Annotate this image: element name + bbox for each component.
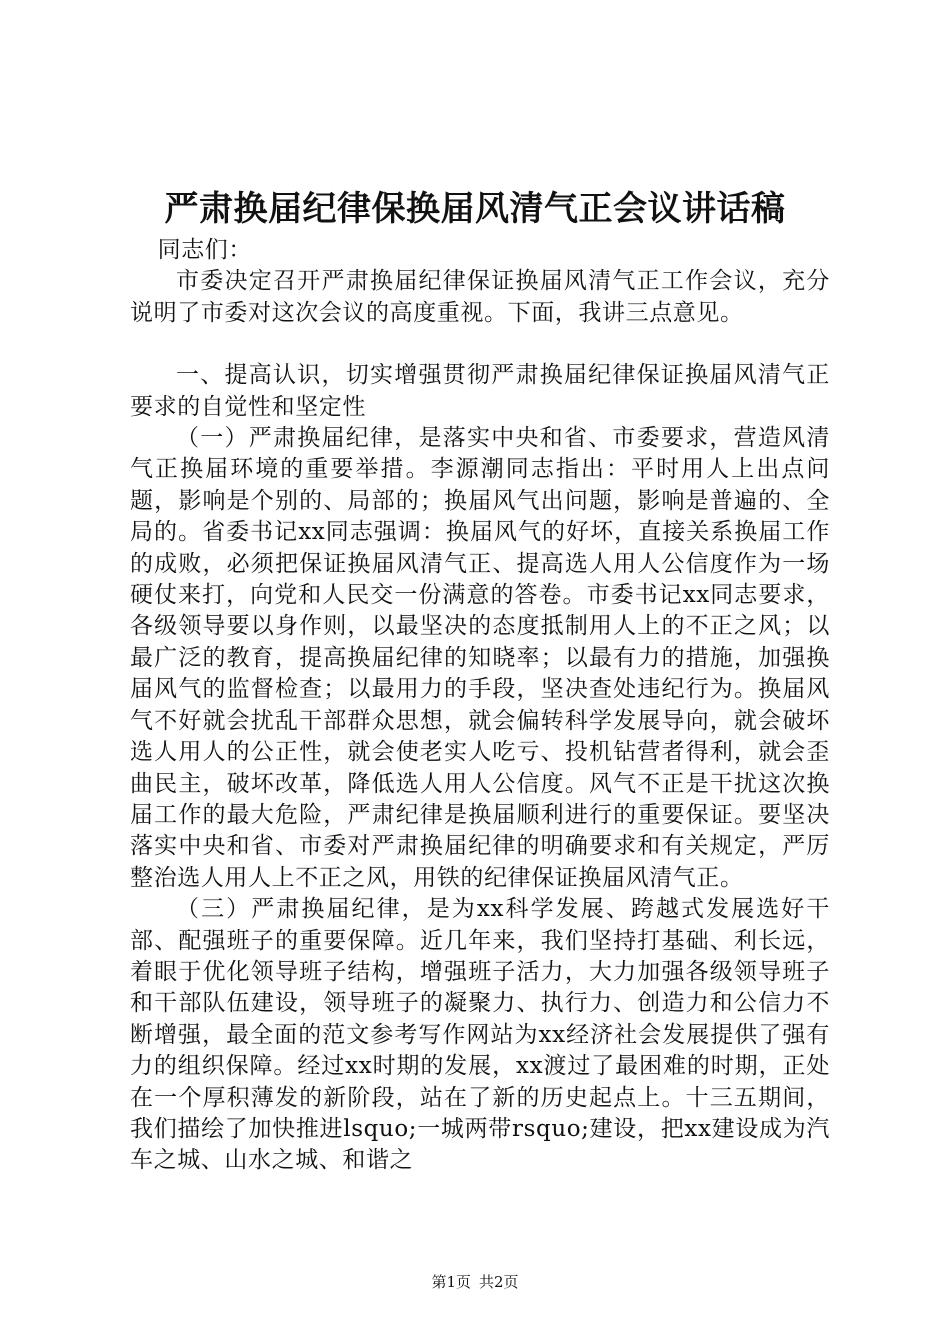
body-paragraph: （一）严肃换届纪律，是落实中央和省、市委要求，营造风清气正换届环境的重要举措。李源潮同志指出：平时用人上出点问题，影响是个别的、局部的；换届风气出问题，影响是普遍的、全局的。省委书记xx同志强调：换届风气的好坏，直接关系换届工作的成败，必须把保证换届风清气正、提高选人用人公信度作为一场硬仗来打，向党和人民交一份满意的答卷。市委书记xx同志要求，各级领导要以身作则，以最坚决的态度抵制用人上的不正之风；以最广泛的教育，提高换届纪律的知晓率；以最有力的措施，加强换届风气的监督检查；以最用力的手段，坚决查处违纪行为。换届风气不好就会扰乱干部群众思想，就会偏转科学发展导向，就会破坏选人用人的公正性，就会使老实人吃亏、投机钻营者得利，就会歪曲民主，破坏改革，降低选人用人公信度。风气不正是干扰这次换届工作的最大危险，严肃纪律是换届顺利进行的重要保证。要坚决落实中央和省、市委对严肃换届纪律的明确要求和有关规定，严厉整治选人用人上不正之风，用铁的纪律保证换届风清气正。 [130,425,830,891]
section-heading: 一、提高认识，切实增强贯彻严肃换届纪律保证换届风清气正要求的自觉性和坚定性 [130,362,830,420]
document-title: 严肃换届纪律保换届风清气正会议讲话稿 [164,189,786,229]
salutation: 同志们： [157,237,252,263]
page-total: 共2页 [479,1273,519,1291]
intro-paragraph: 市委决定召开严肃换届纪律保证换届风清气正工作会议，充分说明了市委对这次会议的高度重视。下面，我讲三点意见。 [130,268,830,326]
body-paragraph: （三）严肃换届纪律，是为xx科学发展、跨越式发展选好干部、配强班子的重要保障。近几年来，我们坚持打基础、利长远，着眼于优化领导班子结构，增强班子活力，大力加强各级领导班子和干部队伍建设，领导班子的凝聚力、执行力、创造力和公信力不断增强，最全面的范文参考写作网站为xx经济社会发展提供了强有力的组织保障。经过xx时期的发展，xx渡过了最困难的时期，正处在一个厚积薄发的新阶段，站在了新的历史起点上。十三五期间，我们描绘了加快推进lsquo;一城两带rsquo;建设，把xx建设成为汽车之城、山水之城、和谐之 [130,896,830,1174]
document-body [130,235,830,1177]
page-number: 第1页 [431,1273,471,1291]
page-footer [0,1272,950,1292]
